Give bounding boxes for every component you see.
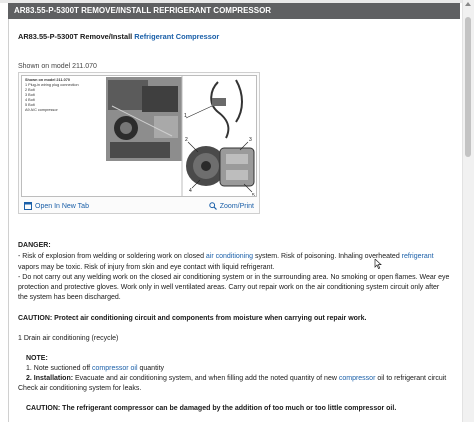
note-text: oil to refrigerant circuit	[375, 375, 447, 382]
note-heading: NOTE:	[26, 355, 48, 362]
danger-text: system. Risk of poisoning. Inhaling overheated	[253, 253, 402, 260]
note-text: Evacuate and air conditioning system, and when filling add the noted quantity of new	[73, 375, 339, 382]
danger-line-5: the system has been discharged.	[18, 294, 121, 301]
zoom-print-link[interactable]	[209, 202, 254, 210]
note-text: quantity	[137, 365, 165, 372]
compressor-illustration[interactable]	[21, 75, 257, 197]
legend-line: 2 Bolt	[25, 88, 35, 92]
compressor-link[interactable]: compressor	[338, 375, 376, 382]
open-in-new-tab-label: Open In New Tab	[35, 202, 89, 210]
step-1: 1 Drain air conditioning (recycle)	[18, 335, 119, 342]
callout-4: 4	[189, 188, 192, 194]
shown-on-caption: Shown on model 211.070	[18, 63, 97, 70]
callout-5: 5	[252, 193, 255, 198]
danger-heading: DANGER:	[18, 242, 51, 249]
text-cursor-icon	[374, 259, 382, 269]
callout-2: 2	[185, 137, 188, 143]
document-title	[18, 32, 219, 41]
page-header-bar	[8, 3, 460, 19]
caution-moisture: CAUTION: Protect air conditioning circuit and components from moisture when carrying out repair work.	[18, 315, 367, 322]
compressor-drawing	[22, 76, 257, 197]
note-item-2-continued: Check air conditioning system for leaks.	[18, 385, 142, 392]
danger-text: - Risk of explosion from welding or soldering work on closed	[18, 253, 206, 260]
note-item-2	[26, 374, 466, 384]
note-item-1	[26, 364, 466, 374]
open-tab-icon	[24, 202, 32, 210]
legend-line: A9 A/C compressor	[25, 108, 58, 112]
magnifier-icon	[209, 202, 217, 210]
danger-line-3: - Do not carry out any welding work on the closed air conditioning system or in the surrounding area. No smoking or open flames. Wear eye	[18, 274, 450, 281]
page-header-title: AR83.55-P-5300T REMOVE/INSTALL REFRIGERANT COMPRESSOR	[14, 6, 272, 15]
refrigerant-link[interactable]: refrigerant	[401, 253, 434, 260]
compressor-oil-link[interactable]: compressor oil	[92, 365, 138, 372]
engine-photo	[106, 77, 182, 161]
left-border	[8, 19, 9, 422]
danger-line-4: protection and protective gloves. Work only in well ventilated areas. Carry out repair work on the air conditioning system circuit only after	[18, 284, 440, 291]
note-text: 1. Note suctioned off	[26, 365, 93, 372]
callout-3: 3	[249, 137, 252, 143]
figure-container	[18, 72, 260, 214]
figure-actions	[19, 199, 259, 213]
danger-line-2: vapors may be toxic. Risk of injury from skin and eye contact with liquid refrigerant.	[18, 264, 275, 271]
scroll-thumb[interactable]	[465, 17, 471, 157]
zoom-print-label: Zoom/Print	[219, 202, 254, 210]
legend-line: 4 Bolt	[25, 98, 35, 102]
air-conditioning-link[interactable]: air conditioning	[205, 253, 254, 260]
legend-line: 3 Bolt	[25, 93, 35, 97]
legend-line: Shown on model 211.070	[25, 78, 70, 82]
caution-oil-quantity: CAUTION: The refrigerant compressor can be damaged by the addition of too much or too little compressor oil.	[26, 405, 397, 412]
legend-line: 5 Bolt	[25, 103, 35, 107]
note-installation-label: 2. Installation:	[26, 375, 74, 382]
open-in-new-tab-link[interactable]	[24, 202, 89, 210]
callout-1: 1	[184, 113, 187, 119]
legend-line: 1 Plug-in wiring plug connection	[25, 83, 79, 87]
danger-line-1	[18, 252, 458, 262]
document-title-text: AR83.55-P-5300T Remove/Install	[18, 32, 135, 41]
refrigerant-compressor-link[interactable]: Refrigerant Compressor	[134, 32, 220, 41]
compressor-line-art	[186, 80, 254, 192]
scroll-up-arrow-icon[interactable]	[465, 2, 471, 6]
